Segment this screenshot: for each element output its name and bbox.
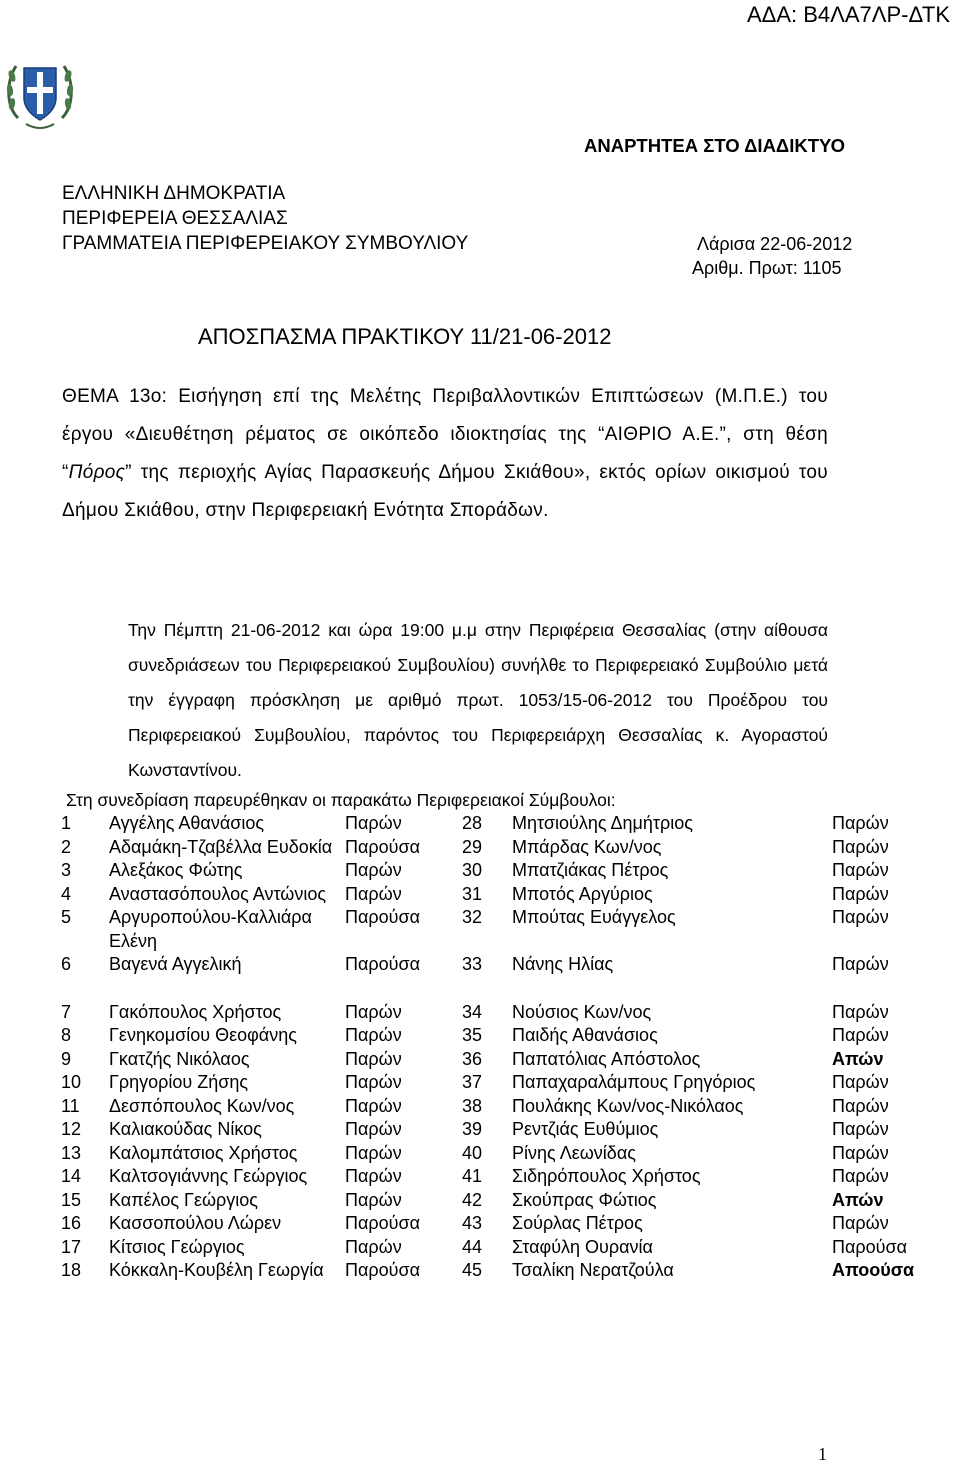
member-name: Σκούπρας Φώτιος: [512, 1189, 657, 1210]
member-number: 18: [61, 1260, 82, 1280]
attendance-table: [61, 812, 922, 1283]
attendance-intro: Στη συνεδρίαση παρευρέθηκαν οι παρακάτω Περιφερειακοί Σύμβουλοι:: [66, 790, 616, 810]
subject-text-part1: Εισήγηση επί της Μελέτης Περιβαλλοντικών Επιπτώσεων (Μ.Π.Ε.) του έργου «Διευθέτηση ρέματος σε οικόπεδο ιδιοκτησίας της “ΑΙΘΡΙΟ Α.Ε.”, στη θέση “: [62, 386, 828, 483]
subject-place: Πόρος: [68, 462, 126, 483]
member-name: Γακόπουλος Χρήστος: [109, 1001, 282, 1022]
table-row: [61, 953, 922, 977]
member-name: Καλομπάτσιος Χρήστος: [109, 1142, 298, 1163]
header-line-region: ΠΕΡΙΦΕΡΕΙΑ ΘΕΣΣΑΛΙΑΣ: [62, 208, 288, 229]
member-status: Παρών: [345, 1072, 402, 1092]
ada-code: ΑΔΑ: Β4ΛΑ7ΛΡ-ΔΤΚ: [746, 2, 950, 27]
member-number: 2: [61, 836, 72, 857]
member-status: Παρούσα: [345, 954, 421, 974]
member-name: Ρεντζιάς Ευθύμιος: [512, 1119, 659, 1139]
member-number: 42: [462, 1189, 483, 1210]
member-name: Γρηγορίου Ζήσης: [109, 1072, 249, 1092]
member-name: Παπαχαραλάμπους Γρηγόριος: [512, 1072, 756, 1092]
member-name: Αργυροπούλου-Καλλιάρα Ελένη: [109, 907, 312, 951]
member-status: Παρούσα: [345, 907, 421, 927]
place-date: Λάρισα 22-06-2012: [697, 234, 853, 254]
member-name: Ρίνης Λεωνίδας: [512, 1142, 636, 1163]
member-name: Παιδής Αθανάσιος: [512, 1025, 658, 1045]
member-number: 5: [61, 907, 72, 927]
table-row: [61, 1165, 922, 1189]
member-number: 40: [462, 1142, 483, 1163]
member-status: Παρών: [832, 1142, 889, 1163]
member-number: 36: [462, 1048, 483, 1069]
table-row: [61, 883, 922, 907]
member-status: Παρών: [345, 1095, 402, 1116]
member-status: Παρών: [832, 1001, 889, 1022]
table-row: [61, 1071, 922, 1095]
member-name: Τσαλίκη Νερατζούλα: [512, 1260, 674, 1280]
table-row: [61, 1001, 922, 1025]
member-name: Σιδηρόπουλος Χρήστος: [512, 1166, 701, 1186]
member-number: 31: [462, 883, 483, 904]
member-number: 11: [61, 1095, 80, 1116]
member-status: Παρών: [832, 954, 889, 974]
member-status: Παρών: [832, 1166, 889, 1186]
member-number: 6: [61, 954, 72, 974]
member-status: Παρών: [345, 1142, 402, 1163]
member-name: Γενηκομσίου Θεοφάνης: [109, 1025, 297, 1045]
intro-paragraph: [62, 613, 828, 788]
table-row: [61, 1048, 922, 1072]
member-number: 3: [61, 860, 72, 880]
table-row: [61, 1118, 922, 1142]
member-name: Μπούτας Ευάγγελος: [512, 907, 676, 927]
member-number: 41: [462, 1166, 483, 1186]
member-number: 8: [61, 1025, 72, 1045]
member-name: Μητσιούλης Δημήτριος: [512, 813, 693, 833]
member-number: 35: [462, 1025, 483, 1045]
member-status: Απών: [832, 1048, 884, 1069]
member-status: Παρών: [832, 1025, 889, 1045]
member-status: Παρών: [832, 1213, 889, 1233]
member-number: 32: [462, 907, 483, 927]
member-name: Καλιακούδας Νίκος: [109, 1119, 262, 1139]
member-status: Παρών: [345, 1119, 402, 1139]
header-line-secretariat: ΓΡΑΜΜΑΤΕΙΑ ΠΕΡΙΦΕΡΕΙΑΚΟΥ ΣΥΜΒΟΥΛΙΟΥ: [62, 233, 469, 254]
member-number: 16: [61, 1213, 82, 1233]
member-status: Παρούσα: [345, 1260, 421, 1280]
member-name: Νούσιος Κων/νος: [512, 1001, 652, 1022]
member-name: Πουλάκης Κων/νος-Νικόλαος: [512, 1095, 744, 1116]
member-status: Παρών: [832, 1119, 889, 1139]
member-name: Κόκκαλη-Κουβέλη Γεωργία: [109, 1260, 324, 1280]
header-line-republic: ΕΛΛΗΝΙΚΗ ΔΗΜΟΚΡΑΤΙΑ: [62, 183, 286, 204]
member-number: 43: [462, 1213, 483, 1233]
table-row: [61, 1189, 922, 1213]
member-name: Αδαμάκη-Τζαβέλλα Ευδοκία: [109, 836, 333, 857]
member-number: 33: [462, 954, 483, 974]
member-number: 13: [61, 1142, 82, 1163]
table-row: [61, 1259, 922, 1283]
member-number: 39: [462, 1119, 483, 1139]
table-row: [61, 859, 922, 883]
member-status: Αποούσα: [832, 1260, 915, 1280]
member-name: Μπατζιάκας Πέτρος: [512, 860, 669, 880]
member-number: 7: [61, 1001, 72, 1022]
table-row: [61, 1236, 922, 1260]
member-number: 12: [61, 1119, 82, 1139]
member-name: Κίτσιος Γεώργιος: [109, 1236, 245, 1257]
member-status: Παρών: [345, 1025, 402, 1045]
member-number: 10: [61, 1072, 82, 1092]
member-status: Παρών: [832, 883, 889, 904]
member-number: 15: [61, 1189, 82, 1210]
member-status: Παρών: [345, 1236, 402, 1257]
member-name: Αναστασόπουλος Αντώνιος: [109, 883, 327, 904]
member-name: Νάνης Ηλίας: [512, 954, 614, 974]
subject-text-part2: ” της περιοχής Αγίας Παρασκευής Δήμου Σκιάθου», εκτός ορίων οικισμού του Δήμου Σκιάθου, στην Περιφερειακή Ενότητα Σποράδων.: [62, 462, 828, 521]
table-row: [61, 1024, 922, 1048]
member-name: Παπατόλιας Απόστολος: [512, 1048, 701, 1069]
member-name: Γκατζής Νικόλαος: [109, 1048, 250, 1069]
member-status: Παρών: [832, 1072, 889, 1092]
posted-online-notice: ΑΝΑΡΤΗΤΕΑ ΣΤΟ ΔΙΑΔΙΚΤΥΟ: [584, 135, 846, 156]
member-number: 38: [462, 1095, 483, 1116]
page-number: 1: [818, 1444, 827, 1464]
member-status: Παρών: [345, 1048, 402, 1069]
member-number: 9: [61, 1048, 72, 1069]
member-number: 28: [462, 813, 483, 833]
greek-republic-emblem-icon: [4, 58, 76, 134]
member-name: Σταφύλη Ουρανία: [512, 1236, 653, 1257]
member-status: Παρούσα: [832, 1236, 908, 1257]
member-name: Αγγέλης Αθανάσιος: [109, 813, 265, 833]
member-status: Παρών: [345, 883, 402, 904]
table-row: [61, 1095, 922, 1119]
member-number: 30: [462, 860, 483, 880]
intro-text: Την Πέμπτη 21-06-2012 και ώρα 19:00 μ.μ στην Περιφέρεια Θεσσαλίας (στην αίθουσα συνεδριάσεων του Περιφερειακού Συμβουλίου) συνήλθε το Περιφερειακό Συμβούλιο μετά την έγγραφη πρόσκληση με αριθμό πρωτ. 1053/15-06-2012 του Προέδρου του Περιφερειακού Συμβουλίου, παρόντος του Περιφερειάρχη Θεσσαλίας κ. Αγοραστού Κωνσταντίνου.: [128, 620, 828, 780]
member-name: Καλτσογιάννης Γεώργιος: [109, 1166, 308, 1186]
member-status: Παρών: [832, 1095, 889, 1116]
member-number: 1: [61, 813, 72, 833]
member-status: Παρών: [345, 1166, 402, 1186]
member-status: Παρών: [345, 860, 402, 880]
table-row: [61, 1142, 922, 1166]
member-status: Απών: [832, 1189, 884, 1210]
member-name: Καπέλος Γεώργιος: [109, 1189, 258, 1210]
member-number: 4: [61, 883, 72, 904]
table-spacer-row: [61, 977, 922, 1001]
member-name: Σούρλας Πέτρος: [512, 1213, 643, 1233]
member-status: Παρών: [832, 836, 889, 857]
member-name: Αλεξάκος Φώτης: [109, 860, 243, 880]
member-status: Παρών: [345, 1189, 402, 1210]
member-name: Βαγενά Αγγελική: [109, 954, 242, 974]
member-name: Μποτός Αργύριος: [512, 883, 653, 904]
table-row: [61, 906, 922, 953]
member-status: Παρών: [832, 813, 889, 833]
member-name: Δεσπόπουλος Κων/νος: [109, 1095, 295, 1116]
table-row: [61, 1212, 922, 1236]
member-number: 14: [61, 1166, 82, 1186]
member-name: Κασσοπούλου Λώρεν: [109, 1213, 282, 1233]
member-status: Παρών: [345, 1001, 402, 1022]
table-row: [61, 836, 922, 860]
extract-title: ΑΠΟΣΠΑΣΜΑ ΠΡΑΚΤΙΚΟΥ 11/21-06-2012: [198, 324, 612, 349]
subject-paragraph: [62, 378, 828, 530]
subject-theme: ΘΕΜΑ 13ο:: [62, 386, 168, 407]
member-number: 45: [462, 1260, 483, 1280]
member-status: Παρών: [832, 860, 889, 880]
member-number: 17: [61, 1236, 82, 1257]
member-status: Παρών: [832, 907, 889, 927]
protocol-number: Αριθμ. Πρωτ: 1105: [692, 258, 842, 278]
member-name: Μπάρδας Κων/νος: [512, 836, 662, 857]
member-status: Παρούσα: [345, 836, 421, 857]
table-row: [61, 812, 922, 836]
member-status: Παρών: [345, 813, 402, 833]
member-status: Παρούσα: [345, 1213, 421, 1233]
member-number: 29: [462, 836, 483, 857]
member-number: 44: [462, 1236, 483, 1257]
member-number: 37: [462, 1072, 483, 1092]
member-number: 34: [462, 1001, 483, 1022]
